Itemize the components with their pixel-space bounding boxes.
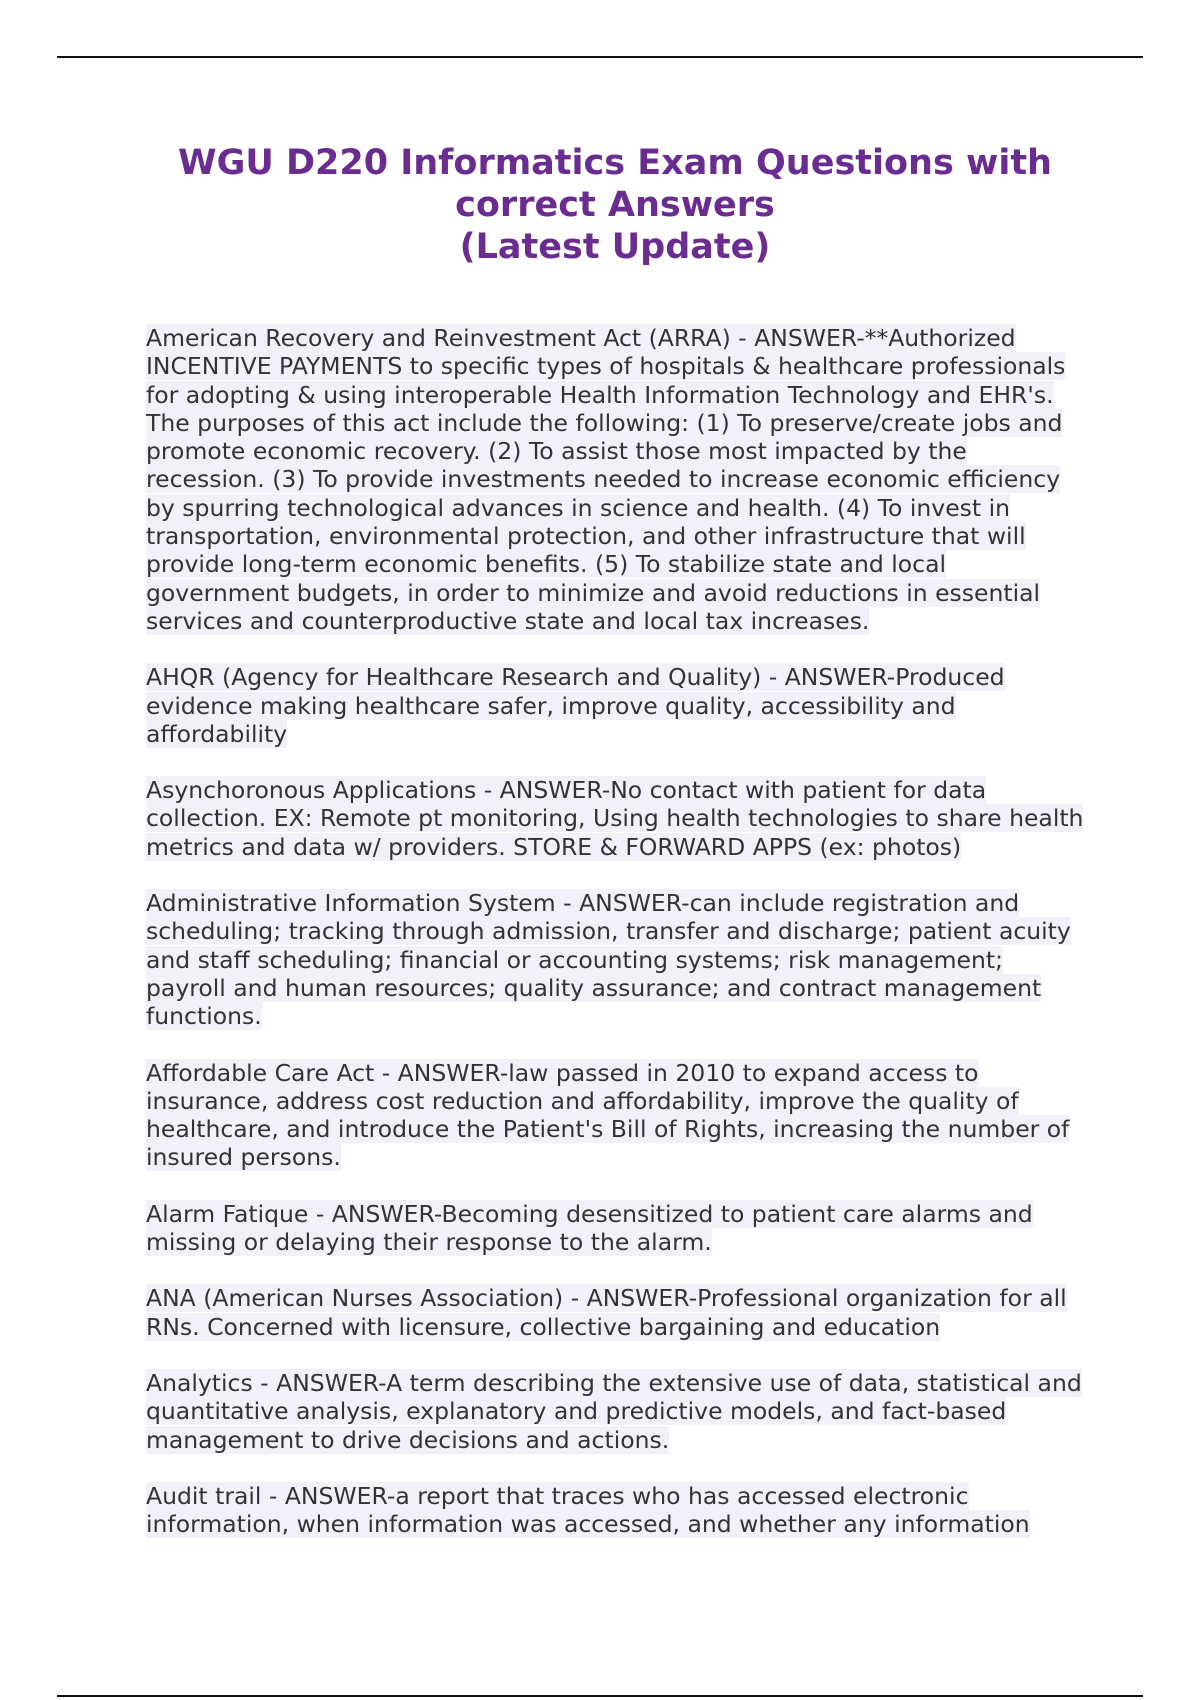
qa-entry-text: Audit trail - ANSWER-a report that traces who has accessed electronic information, when information was accessed, and whether any information	[146, 1481, 1030, 1539]
title-line: (Latest Update)	[459, 227, 771, 267]
qa-entry-administrative-information-system	[146, 889, 1086, 1030]
qa-entry-text: AHQR (Agency for Healthcare Research and Quality) - ANSWER-Produced evidence making healthcare safer, improve quality, accessibility and affordability	[146, 663, 1005, 748]
qa-entry-asynchronous-applications	[146, 776, 1086, 861]
qa-entry-arra	[146, 324, 1086, 635]
qa-entry-analytics	[146, 1369, 1086, 1454]
qa-entry-text: ANA (American Nurses Association) - ANSWER-Professional organization for all RNs. Concerned with licensure, collective bargaining and education	[146, 1284, 1067, 1341]
document-title	[120, 142, 1110, 268]
qa-entry-text: Analytics - ANSWER-A term describing the extensive use of data, statistical and quantitative analysis, explanatory and predictive models, and fact-based management to drive decisions and actions.	[146, 1368, 1082, 1454]
title-line: WGU D220 Informatics Exam Questions with	[178, 143, 1052, 183]
qa-entry-alarm-fatigue	[146, 1200, 1086, 1257]
qa-entry-text: American Recovery and Reinvestment Act (ARRA) - ANSWER-**Authorized INCENTIVE PAYMENTS to specific types of hospitals & healthcare professionals for adopting & using interoperable Health Information Technology and EHR's. The purposes of this act include the following: (1) To preserve/create jobs and promote economic recovery. (2) To assist those most impacted by the recession. (3) To provide investments needed to increase economic efficiency by spurring technological advances in science and health. (4) To invest in transportation, environmental protection, and other infrastructure that will provide long-term economic benefits. (5) To stabilize state and local government budgets, in order to minimize and avoid reductions in essential services and counterproductive state and local tax increases.	[146, 324, 1066, 635]
title-line: correct Answers	[455, 185, 775, 225]
qa-entry-text: Affordable Care Act - ANSWER-law passed in 2010 to expand access to insurance, address cost reduction and affordability, improve the quality of healthcare, and introduce the Patient's Bill of Rights, increasing the number of insured persons.	[146, 1058, 1070, 1172]
qa-entry-affordable-care-act	[146, 1059, 1086, 1172]
qa-entry-text: Asynchoronous Applications - ANSWER-No contact with patient for data collection. EX: Remote pt monitoring, Using health technologies to share health metrics and data w/ providers. STORE & FORWARD APPS (ex: photos)	[146, 776, 1084, 861]
qa-list	[146, 324, 1086, 1538]
qa-entry-text: Alarm Fatique - ANSWER-Becoming desensitized to patient care alarms and missing or delaying their response to the alarm.	[146, 1199, 1033, 1257]
qa-entry-ahqr	[146, 663, 1086, 748]
qa-entry-audit-trail	[146, 1482, 1086, 1539]
bottom-rule	[57, 1695, 1143, 1697]
qa-entry-text: Administrative Information System - ANSWER-can include registration and scheduling; tracking through admission, transfer and discharge; patient acuity and staff scheduling; financial or accounting systems; risk management; payroll and human resources; quality assurance; and contract management functions.	[146, 889, 1071, 1031]
qa-entry-ana	[146, 1284, 1086, 1341]
top-rule	[57, 56, 1143, 58]
